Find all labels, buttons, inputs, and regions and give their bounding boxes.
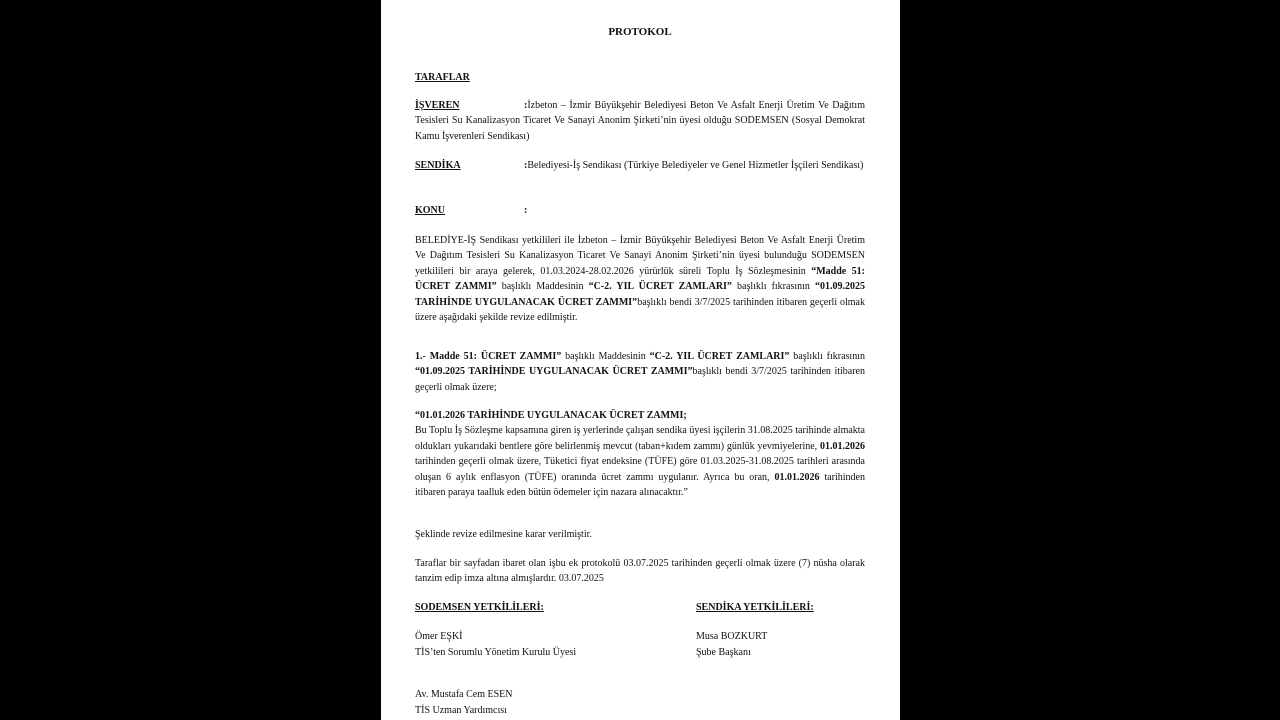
isveren-text: İzbeton – İzmir Büyükşehir Belediyesi Beton Ve Asfalt Enerji Üretim Ve Dağıtım Tesisleri Su Kanalizasyon Ticaret Ve Sanayi Anonim Şirketi’nin üyesi olduğu SODEMSEN (Sosyal Demokrat Kamu İşverenleri Sendikası) bbox=[415, 100, 865, 142]
sodemsen-person1-name: Ömer EŞKİ bbox=[415, 631, 463, 643]
konu-label: KONU bbox=[415, 205, 445, 216]
sodemsen-heading: SODEMSEN YETKİLİLERİ: bbox=[415, 602, 544, 613]
sendika-text: Belediyesi-İş Sendikası (Türkiye Belediyeler ve Genel Hizmetler İşçileri Sendikası) bbox=[527, 160, 864, 171]
item-1-paragraph: 1.- Madde 51: ÜCRET ZAMMI” başlıklı Maddesinin “C-2. YIL ÜCRET ZAMLARI” başlıklı fıkrasının “01.09.2025 TARİHİNDE UYGULANACAK ÜCRET ZAMMI”başlıklı bendi 3/7/2025 tarihinden itibaren geçerli olmak üzere; bbox=[415, 351, 865, 393]
sodemsen-signatories bbox=[415, 600, 615, 718]
isveren-section: İŞVEREN :İzbeton – İzmir Büyükşehir Belediyesi Beton Ve Asfalt Enerji Üretim Ve Dağıtım Tesisleri Su Kanalizasyon Ticaret Ve Sanayi Anonim Şirketi’nin üyesi olduğu SODEMSEN (Sosyal Demokrat Kamu İşverenleri Sendikası) bbox=[415, 100, 865, 142]
document-page bbox=[381, 0, 900, 720]
sendika-section: SENDİKA :Belediyesi-İş Sendikası (Türkiye Belediyeler ve Genel Hizmetler İşçileri Sendikası) bbox=[415, 158, 865, 173]
sodemsen-person1-title: TİS’ten Sorumlu Yönetim Kurulu Üyesi bbox=[415, 646, 577, 658]
sodemsen-person2-name: Av. Mustafa Cem ESEN bbox=[415, 689, 513, 701]
document-title: PROTOKOL bbox=[608, 26, 672, 38]
sodemsen-person2-title: TİS Uzman Yardımcısı bbox=[415, 704, 507, 716]
taraflar-heading: TARAFLAR bbox=[415, 72, 470, 83]
quote-heading: “01.01.2026 TARİHİNDE UYGULANACAK ÜCRET ZAMMI; bbox=[415, 410, 687, 421]
isveren-label: İŞVEREN bbox=[415, 100, 460, 111]
closing-paragraph: Taraflar bir sayfadan ibaret olan işbu ek protokolü 03.07.2025 tarihinden geçerli olmak üzere (7) nüsha olarak tanzim edip imza altına almışlardır. 03.07.2025 bbox=[415, 558, 865, 585]
quote-paragraph: “01.01.2026 TARİHİNDE UYGULANACAK ÜCRET ZAMMI; Bu Toplu İş Sözleşme kapsamına giren iş yerlerinde çalışan sendika üyesi işçilerin 31.08.2025 tarihinde almakta oldukları yukarıdaki bentlere göre belirlenmiş mevcut (taban+kıdem zammı) günlük yevmiyelerine, 01.01.2026 tarihinden geçerli olmak üzere, Tüketici fiyat endeksine (TÜFE) göre 01.03.2025-31.08.2025 tarihleri arasında oluşan 6 aylık enflasyon (TÜFE) oranında ücret zammı uygulanır. Ayrıca bu oran, 01.01.2026 tarihinden itibaren paraya taalluk eden bütün ödemeler için nazara alınacaktır.” bbox=[415, 410, 865, 499]
sendika-signatories bbox=[696, 600, 896, 660]
sendika-sig-heading: SENDİKA YETKİLİLERİ: bbox=[696, 602, 814, 613]
konu-section: KONU : bbox=[415, 203, 865, 218]
sendika-label: SENDİKA bbox=[415, 160, 461, 171]
decision-paragraph: Şeklinde revize edilmesine karar verilmiştir. bbox=[415, 529, 592, 540]
sendika-person1-title: Şube Başkanı bbox=[696, 646, 751, 658]
intro-paragraph: BELEDİYE-İŞ Sendikası yetkilileri ile İzbeton – İzmir Büyükşehir Belediyesi Beton Ve Asfalt Enerji Üretim Ve Dağıtım Tesisleri Su Kanalizasyon Ticaret Ve Sanayi Anonim Şirketi’nin üyesi bulunduğu SODEMSEN yetkilileri bir araya gelerek, 01.03.2024-28.02.2026 yürürlük süreli Toplu İş Sözleşmesinin “Madde 51: ÜCRET ZAMMI” başlıklı Maddesinin “C-2. YIL ÜCRET ZAMLARI” başlıklı fıkrasının “01.09.2025 TARİHİNDE UYGULANACAK ÜCRET ZAMMI”başlıklı bendi 3/7/2025 tarihinden itibaren geçerli olmak üzere aşağıdaki şekilde revize edilmiştir. bbox=[415, 235, 866, 324]
sendika-person1-name: Musa BOZKURT bbox=[696, 631, 768, 643]
